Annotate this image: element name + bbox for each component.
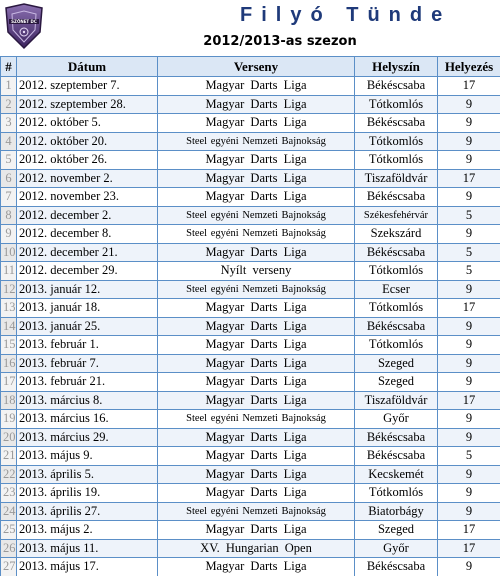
table-row: [1, 428, 500, 447]
table-row: [1, 280, 500, 299]
table-row: [1, 77, 500, 96]
venue-cell: Tótkomlós: [355, 262, 438, 281]
placing-cell: 9: [438, 114, 500, 133]
row-number: 3: [1, 114, 17, 133]
venue-cell: Győr: [355, 410, 438, 429]
venue-cell: Tótkomlós: [355, 151, 438, 170]
table-row: [1, 225, 500, 244]
placing-cell: 9: [438, 132, 500, 151]
placing-cell: 5: [438, 447, 500, 466]
venue-cell: Tótkomlós: [355, 95, 438, 114]
date-cell: 2012. november 23.: [17, 188, 158, 207]
table-row: [1, 465, 500, 484]
venue-cell: Ecser: [355, 280, 438, 299]
venue-cell: Biatorbágy: [355, 502, 438, 521]
date-cell: 2013. május 9.: [17, 447, 158, 466]
page-title: Filyó Tünde: [240, 4, 452, 26]
venue-cell: Szekszárd: [355, 225, 438, 244]
event-cell: Magyar Darts Liga: [158, 428, 355, 447]
row-number: 22: [1, 465, 17, 484]
table-row: [1, 502, 500, 521]
event-cell: Magyar Darts Liga: [158, 317, 355, 336]
table-row: [1, 114, 500, 133]
event-cell: Nyílt verseny: [158, 262, 355, 281]
venue-cell: Tótkomlós: [355, 484, 438, 503]
event-cell: Magyar Darts Liga: [158, 169, 355, 188]
table-row: [1, 391, 500, 410]
row-number: 13: [1, 299, 17, 318]
event-cell: Magyar Darts Liga: [158, 558, 355, 576]
row-number: 17: [1, 373, 17, 392]
placing-cell: 9: [438, 151, 500, 170]
date-cell: 2013. május 17.: [17, 558, 158, 576]
shield-icon: [2, 2, 46, 50]
table-row: [1, 558, 500, 576]
row-number: 23: [1, 484, 17, 503]
placing-cell: 5: [438, 206, 500, 225]
venue-cell: Békéscsaba: [355, 243, 438, 262]
row-number: 25: [1, 521, 17, 540]
event-cell: Steel egyéni Nemzeti Bajnokság: [158, 225, 355, 244]
placing-cell: 9: [438, 354, 500, 373]
page-header: [0, 0, 500, 56]
date-cell: 2013. március 16.: [17, 410, 158, 429]
table-row: [1, 243, 500, 262]
row-number: 9: [1, 225, 17, 244]
row-number: 24: [1, 502, 17, 521]
date-cell: 2013. február 1.: [17, 336, 158, 355]
table-row: [1, 317, 500, 336]
placing-cell: 17: [438, 521, 500, 540]
table-header-row: [1, 57, 500, 77]
venue-cell: Székesfehérvár: [355, 206, 438, 225]
event-cell: Magyar Darts Liga: [158, 188, 355, 207]
table-row: [1, 299, 500, 318]
season-subtitle: 2012/2013-as szezon: [203, 34, 357, 49]
placing-cell: 17: [438, 299, 500, 318]
column-header-number: #: [1, 57, 17, 77]
event-cell: Steel egyéni Nemzeti Bajnokság: [158, 502, 355, 521]
venue-cell: Szeged: [355, 521, 438, 540]
table-row: [1, 484, 500, 503]
date-cell: 2012. november 2.: [17, 169, 158, 188]
event-cell: Magyar Darts Liga: [158, 336, 355, 355]
table-row: [1, 132, 500, 151]
row-number: 8: [1, 206, 17, 225]
row-number: 5: [1, 151, 17, 170]
placing-cell: 9: [438, 410, 500, 429]
venue-cell: Kecskemét: [355, 465, 438, 484]
event-cell: Magyar Darts Liga: [158, 243, 355, 262]
placing-cell: 17: [438, 77, 500, 96]
venue-cell: Békéscsaba: [355, 188, 438, 207]
venue-cell: Békéscsaba: [355, 428, 438, 447]
row-number: 2: [1, 95, 17, 114]
venue-cell: Tiszaföldvár: [355, 169, 438, 188]
column-header-venue: Helyszín: [355, 57, 438, 77]
row-number: 21: [1, 447, 17, 466]
column-header-placing: Helyezés: [438, 57, 500, 77]
date-cell: 2013. március 29.: [17, 428, 158, 447]
row-number: 14: [1, 317, 17, 336]
event-cell: Magyar Darts Liga: [158, 114, 355, 133]
column-header-date: Dátum: [17, 57, 158, 77]
placing-cell: 9: [438, 225, 500, 244]
row-number: 20: [1, 428, 17, 447]
table-row: [1, 539, 500, 558]
results-table: [0, 56, 500, 576]
placing-cell: 9: [438, 317, 500, 336]
placing-cell: 9: [438, 465, 500, 484]
venue-cell: Szeged: [355, 373, 438, 392]
event-cell: Magyar Darts Liga: [158, 391, 355, 410]
placing-cell: 9: [438, 95, 500, 114]
date-cell: 2012. szeptember 7.: [17, 77, 158, 96]
row-number: 26: [1, 539, 17, 558]
date-cell: 2013. május 2.: [17, 521, 158, 540]
date-cell: 2013. január 18.: [17, 299, 158, 318]
table-row: [1, 354, 500, 373]
event-cell: Magyar Darts Liga: [158, 151, 355, 170]
placing-cell: 9: [438, 280, 500, 299]
row-number: 27: [1, 558, 17, 576]
venue-cell: Szeged: [355, 354, 438, 373]
table-row: [1, 206, 500, 225]
date-cell: 2012. december 8.: [17, 225, 158, 244]
event-cell: Magyar Darts Liga: [158, 465, 355, 484]
row-number: 11: [1, 262, 17, 281]
table-row: [1, 410, 500, 429]
venue-cell: Békéscsaba: [355, 558, 438, 576]
venue-cell: Békéscsaba: [355, 77, 438, 96]
table-row: [1, 151, 500, 170]
event-cell: Magyar Darts Liga: [158, 521, 355, 540]
event-cell: Steel egyéni Nemzeti Bajnokság: [158, 410, 355, 429]
event-cell: XV. Hungarian Open: [158, 539, 355, 558]
date-cell: 2013. március 8.: [17, 391, 158, 410]
venue-cell: Tótkomlós: [355, 336, 438, 355]
placing-cell: 5: [438, 243, 500, 262]
row-number: 1: [1, 77, 17, 96]
venue-cell: Békéscsaba: [355, 114, 438, 133]
event-cell: Steel egyéni Nemzeti Bajnokság: [158, 280, 355, 299]
table-row: [1, 447, 500, 466]
row-number: 10: [1, 243, 17, 262]
date-cell: 2012. október 20.: [17, 132, 158, 151]
placing-cell: 9: [438, 428, 500, 447]
logo-text: SZÖNET DC: [11, 19, 37, 25]
venue-cell: Békéscsaba: [355, 317, 438, 336]
event-cell: Magyar Darts Liga: [158, 447, 355, 466]
date-cell: 2013. február 21.: [17, 373, 158, 392]
row-number: 15: [1, 336, 17, 355]
venue-cell: Tótkomlós: [355, 299, 438, 318]
placing-cell: 17: [438, 391, 500, 410]
row-number: 19: [1, 410, 17, 429]
date-cell: 2013. február 7.: [17, 354, 158, 373]
table-row: [1, 169, 500, 188]
placing-cell: 9: [438, 484, 500, 503]
placing-cell: 9: [438, 373, 500, 392]
date-cell: 2013. április 19.: [17, 484, 158, 503]
date-cell: 2013. január 12.: [17, 280, 158, 299]
table-row: [1, 521, 500, 540]
date-cell: 2012. december 29.: [17, 262, 158, 281]
row-number: 7: [1, 188, 17, 207]
event-cell: Steel egyéni Nemzeti Bajnokság: [158, 206, 355, 225]
placing-cell: 17: [438, 539, 500, 558]
date-cell: 2013. április 5.: [17, 465, 158, 484]
event-cell: Magyar Darts Liga: [158, 373, 355, 392]
date-cell: 2012. október 5.: [17, 114, 158, 133]
column-header-event: Verseny: [158, 57, 355, 77]
venue-cell: Tótkomlós: [355, 132, 438, 151]
placing-cell: 9: [438, 188, 500, 207]
date-cell: 2012. október 26.: [17, 151, 158, 170]
date-cell: 2012. szeptember 28.: [17, 95, 158, 114]
event-cell: Magyar Darts Liga: [158, 95, 355, 114]
row-number: 16: [1, 354, 17, 373]
table-row: [1, 188, 500, 207]
table-row: [1, 336, 500, 355]
date-cell: 2013. május 11.: [17, 539, 158, 558]
venue-cell: Békéscsaba: [355, 447, 438, 466]
placing-cell: 17: [438, 169, 500, 188]
table-row: [1, 373, 500, 392]
table-row: [1, 95, 500, 114]
event-cell: Magyar Darts Liga: [158, 354, 355, 373]
row-number: 12: [1, 280, 17, 299]
placing-cell: 9: [438, 558, 500, 576]
placing-cell: 9: [438, 336, 500, 355]
club-logo: [2, 2, 46, 50]
event-cell: Magyar Darts Liga: [158, 484, 355, 503]
placing-cell: 9: [438, 502, 500, 521]
venue-cell: Tiszaföldvár: [355, 391, 438, 410]
event-cell: Steel egyéni Nemzeti Bajnokság: [158, 132, 355, 151]
date-cell: 2013. január 25.: [17, 317, 158, 336]
date-cell: 2012. december 21.: [17, 243, 158, 262]
event-cell: Magyar Darts Liga: [158, 77, 355, 96]
row-number: 18: [1, 391, 17, 410]
date-cell: 2013. április 27.: [17, 502, 158, 521]
table-body: [1, 77, 500, 576]
row-number: 6: [1, 169, 17, 188]
venue-cell: Győr: [355, 539, 438, 558]
placing-cell: 5: [438, 262, 500, 281]
table-row: [1, 262, 500, 281]
row-number: 4: [1, 132, 17, 151]
date-cell: 2012. december 2.: [17, 206, 158, 225]
event-cell: Magyar Darts Liga: [158, 299, 355, 318]
